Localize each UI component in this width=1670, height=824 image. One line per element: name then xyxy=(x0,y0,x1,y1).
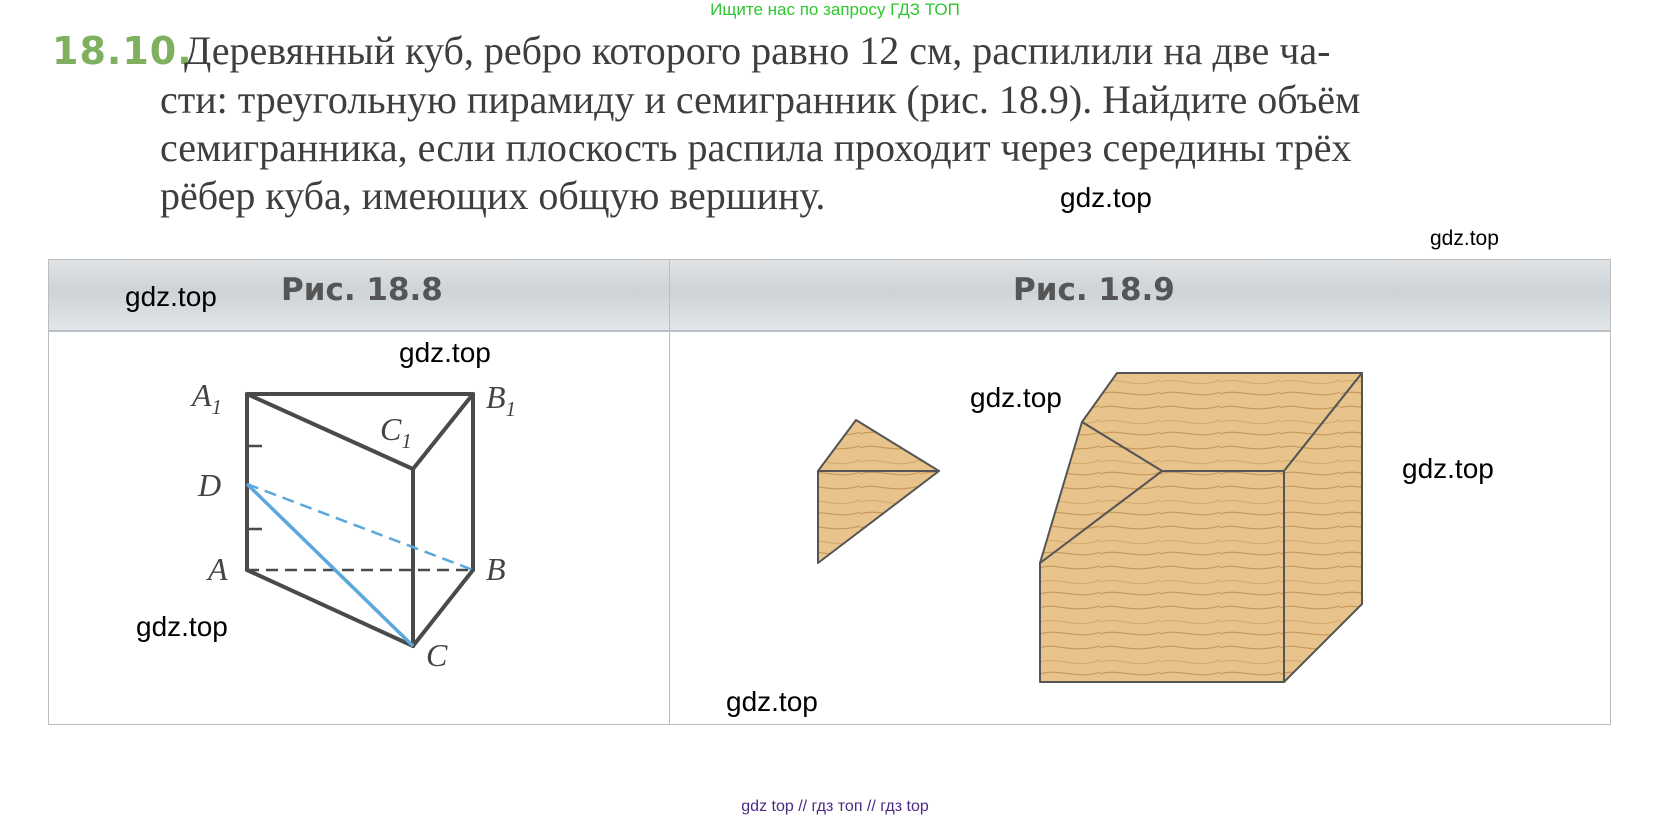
watermark: gdz.top xyxy=(970,382,1062,413)
problem-text-line-2: сти: треугольную пирамиду и семигранник (рис. 18.9). Найдите объём xyxy=(160,77,1361,122)
watermark: gdz.top xyxy=(1430,227,1499,250)
problem-text-line-4: рёбер куба, имеющих общую вершину. xyxy=(160,173,826,218)
edge-a-c xyxy=(247,570,413,646)
segment-d-b xyxy=(247,484,473,570)
pyramid-front-face xyxy=(818,471,939,563)
cube-figure xyxy=(800,360,1460,700)
watermark: gdz.top xyxy=(125,281,217,312)
problem-text-line-1: Деревянный куб, ребро которого равно 12 см, распилили на две ча- xyxy=(184,28,1331,73)
edge-b-c xyxy=(413,570,473,646)
label-b1: $B_1$ xyxy=(486,379,517,421)
label-c1: $C_1$ xyxy=(380,411,412,453)
watermark: gdz.top xyxy=(726,686,818,717)
footer-links: gdz top // гдз топ // гдз top xyxy=(741,798,929,815)
watermark: gdz.top xyxy=(399,337,491,368)
segment-d-c xyxy=(247,484,413,646)
pyramid-top-face xyxy=(818,420,939,471)
problem-number: 18.10. xyxy=(52,29,193,73)
watermark: gdz.top xyxy=(1060,182,1152,213)
figure-caption-18-8: Рис. 18.8 xyxy=(281,272,443,308)
label-d: D xyxy=(198,467,222,503)
figure-caption-18-9: Рис. 18.9 xyxy=(1013,272,1175,308)
prism-figure xyxy=(180,370,540,690)
figures-divider xyxy=(669,260,670,724)
label-c: C xyxy=(426,637,448,673)
label-a1: $A_1$ xyxy=(192,377,223,419)
watermark: gdz.top xyxy=(1402,453,1494,484)
watermark: gdz.top xyxy=(136,611,228,642)
site-banner: Ищите нас по запросу ГДЗ ТОП xyxy=(710,0,960,19)
label-a: A xyxy=(208,551,228,587)
label-b: B xyxy=(486,551,506,587)
edge-b1-c1 xyxy=(413,394,473,469)
problem-text-line-3: семигранника, если плоскость распила проходит через середины трёх xyxy=(160,125,1352,170)
